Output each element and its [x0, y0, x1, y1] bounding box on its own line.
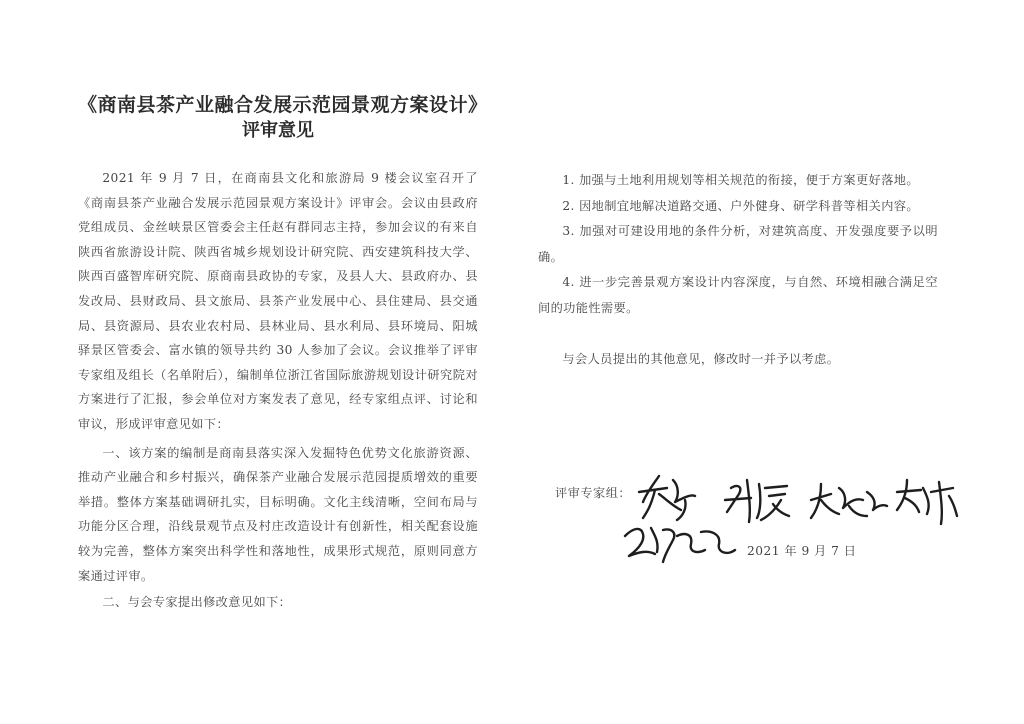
signature-3: [811, 484, 887, 518]
signature-1: [639, 476, 695, 520]
suggestion-item-1: 1. 加强与土地利用规划等相关规范的衔接，便于方案更好落地。: [562, 173, 919, 187]
paragraph-opinion-two: 二、与会专家提出修改意见如下：: [102, 595, 292, 610]
signature-2: [725, 480, 789, 522]
right-column: [538, 168, 938, 373]
signature-5: [625, 528, 735, 562]
left-column: [78, 92, 488, 615]
signature-date: 2021 年 9 月 7 日: [747, 544, 857, 558]
document-title: 《商南县茶产业融合发展示范园景观方案设计》: [78, 94, 488, 116]
signature-block: [555, 470, 975, 580]
suggestion-item-4: 4. 进一步完善景观方案设计内容深度，与自然、环境相融合满足空间的功能性需要。: [538, 275, 938, 315]
handwritten-signatures: [555, 470, 975, 580]
closing-note: 与会人员提出的其他意见，修改时一并予以考虑。: [562, 352, 840, 366]
suggestion-item-2: 2. 因地制宜地解决道路交通、户外健身、研学科普等相关内容。: [562, 198, 919, 213]
document-subtitle: 评审意见: [242, 120, 314, 141]
paragraph-opinion-one: 一、该方案的编制是商南县落实深入发掘特色优势文化旅游资源、推动产业融合和乡村振兴，确保茶产业融合发展示范园提质增效的重要举措。整体方案基础调研扎实，目标明确。文化主线清晰，空间布局与功能分区合理，沿线景观节点及村庄改造设计有创新性，相关配套设施较为完善，整体方案突出科学性和落地性，成果形式规范，原则同意方案通过评审。: [78, 445, 478, 583]
signature-4: [897, 480, 957, 524]
paragraph-meeting-intro: 2021 年 9 月 7 日，在商南县文化和旅游局 9 楼会议室召开了《商南县茶产业融合发展示范园景观方案设计》评审会。会议由县政府党组成员、金丝峡景区管委会主任赵有群同志主持，参加会议的有来自陕西省旅游设计院、陕西省城乡规划设计研究院、西安建筑科技大学、陕西百盛智库研究院、原商南县政协的专家，及县人大、县政府办、县发改局、县财政局、县文旅局、县茶产业发展中心、县住建局、县交通局、县资源局、县农业农村局、县林业局、县水利局、县环境局、阳城驿景区管委会、富水镇的领导共约 30 人参加了会议。会议推举了评审专家组及组长（名单附后），编制单位浙江省国际旅游规划设计研究院对方案进行了汇报，参会单位对方案发表了意见，经专家组点评、讨论和审议，形成评审意见如下：: [78, 171, 478, 431]
signature-label: 评审专家组：: [555, 486, 632, 500]
suggestion-item-3: 3. 加强对可建设用地的条件分析，对建筑高度、开发强度要予以明确。: [538, 224, 938, 264]
